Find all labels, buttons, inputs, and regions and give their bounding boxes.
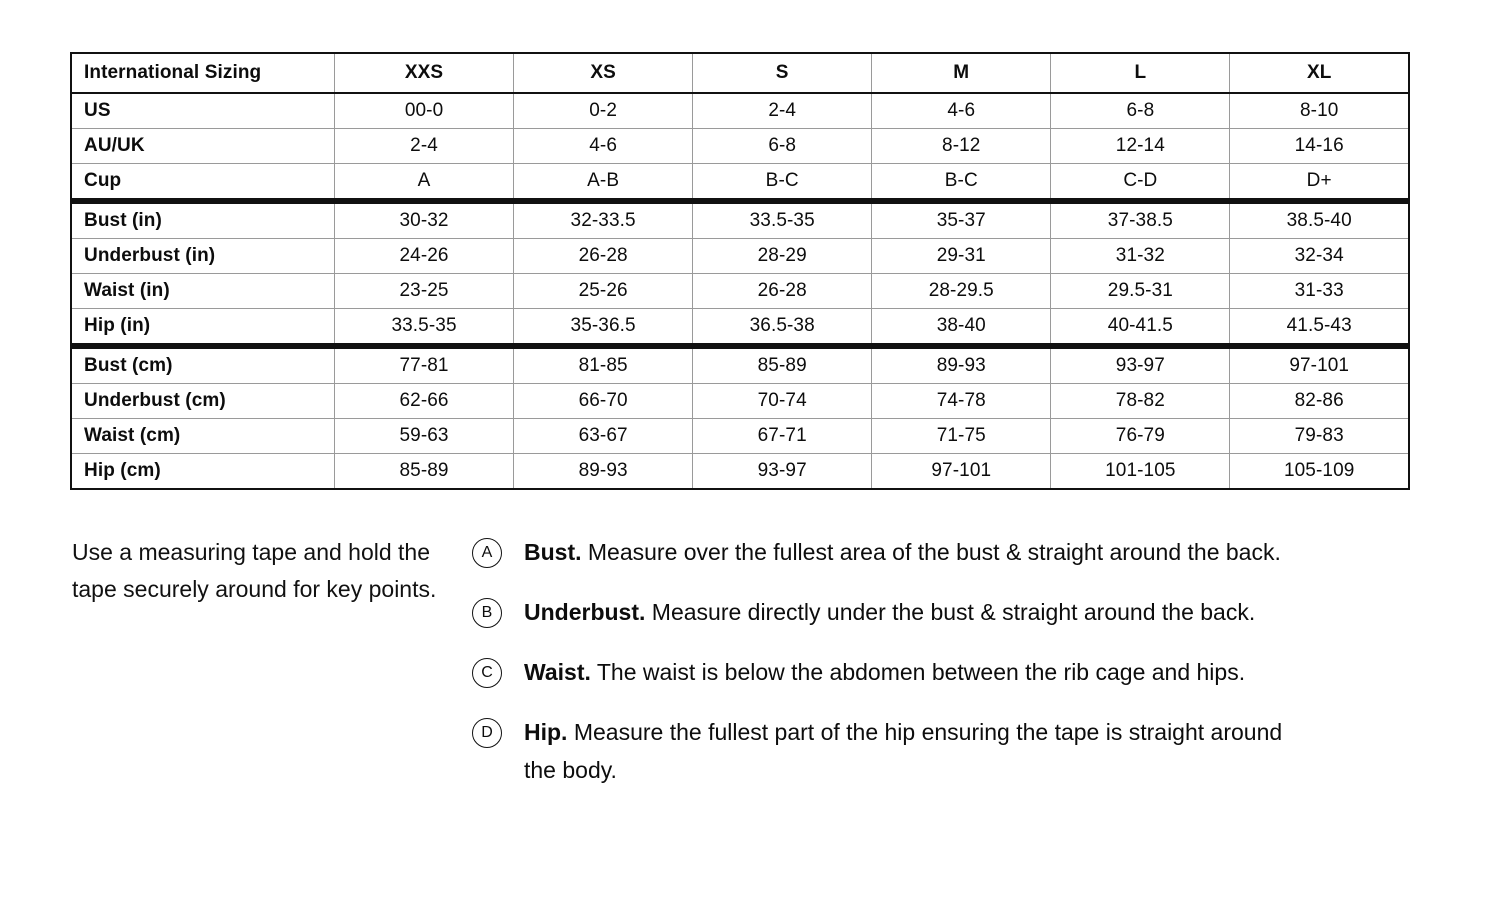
table-header-size-xl: XL: [1230, 53, 1409, 93]
measurement-term: Hip.: [524, 718, 568, 745]
table-header-label: International Sizing: [71, 53, 335, 93]
measurement-definition-item: [472, 594, 1410, 632]
table-row-label: AU/UK: [71, 129, 335, 164]
measurement-definition-item: [472, 534, 1410, 572]
table-row-label: Underbust (in): [71, 239, 335, 274]
table-row-label: Waist (in): [71, 274, 335, 309]
table-row: [71, 93, 1409, 129]
table-cell: 2-4: [693, 93, 872, 129]
measurement-description: The waist is below the abdomen between the rib cage and hips.: [590, 658, 1246, 685]
table-cell: 24-26: [335, 239, 514, 274]
table-row: [71, 239, 1409, 274]
table-cell: 25-26: [514, 274, 693, 309]
table-cell: 38-40: [872, 309, 1051, 347]
table-cell: 63-67: [514, 419, 693, 454]
table-cell: 76-79: [1051, 419, 1230, 454]
table-header-size-xxs: XXS: [335, 53, 514, 93]
letter-badge-b: B: [472, 598, 502, 628]
table-cell: 93-97: [1051, 346, 1230, 384]
measurement-term: Underbust.: [524, 598, 646, 625]
letter-badge-d: D: [472, 718, 502, 748]
table-cell: 74-78: [872, 384, 1051, 419]
measurement-description: Measure the fullest part of the hip ensuring the tape is straight around the body.: [524, 718, 1283, 783]
table-row: [71, 384, 1409, 419]
table-header-size-m: M: [872, 53, 1051, 93]
table-body: [71, 93, 1409, 489]
table-header-size-s: S: [693, 53, 872, 93]
table-cell: 38.5-40: [1230, 201, 1409, 239]
table-cell: B-C: [872, 164, 1051, 202]
measurement-definition-text: [524, 714, 1314, 790]
table-cell: 12-14: [1051, 129, 1230, 164]
table-cell: 105-109: [1230, 454, 1409, 490]
table-cell: 28-29.5: [872, 274, 1051, 309]
table-row-label: US: [71, 93, 335, 129]
table-cell: 29-31: [872, 239, 1051, 274]
table-cell: 32-34: [1230, 239, 1409, 274]
table-row-label: Bust (cm): [71, 346, 335, 384]
table-cell: 28-29: [693, 239, 872, 274]
measurement-term: Waist.: [524, 658, 591, 685]
table-cell: A: [335, 164, 514, 202]
table-cell: 6-8: [1051, 93, 1230, 129]
table-cell: 37-38.5: [1051, 201, 1230, 239]
table-cell: 78-82: [1051, 384, 1230, 419]
table-cell: 26-28: [514, 239, 693, 274]
table-row-label: Hip (in): [71, 309, 335, 347]
table-row: [71, 129, 1409, 164]
table-cell: 97-101: [1230, 346, 1409, 384]
table-row: [71, 346, 1409, 384]
table-cell: 41.5-43: [1230, 309, 1409, 347]
table-row-label: Hip (cm): [71, 454, 335, 490]
table-cell: 97-101: [872, 454, 1051, 490]
table-row-label: Bust (in): [71, 201, 335, 239]
table-cell: 93-97: [693, 454, 872, 490]
table-cell: 31-33: [1230, 274, 1409, 309]
table-cell: 81-85: [514, 346, 693, 384]
table-cell: 29.5-31: [1051, 274, 1230, 309]
table-cell: 30-32: [335, 201, 514, 239]
table-cell: 32-33.5: [514, 201, 693, 239]
table-cell: 59-63: [335, 419, 514, 454]
table-cell: 31-32: [1051, 239, 1230, 274]
table-cell: 8-12: [872, 129, 1051, 164]
table-cell: 33.5-35: [335, 309, 514, 347]
measuring-notes: [70, 532, 1410, 812]
table-cell: C-D: [1051, 164, 1230, 202]
table-cell: 89-93: [872, 346, 1051, 384]
table-row: [71, 454, 1409, 490]
table-cell: 71-75: [872, 419, 1051, 454]
table-cell: 85-89: [693, 346, 872, 384]
table-cell: 40-41.5: [1051, 309, 1230, 347]
measurement-definition-text: [524, 654, 1245, 692]
table-cell: 77-81: [335, 346, 514, 384]
measurement-description: Measure over the fullest area of the bust & straight around the back.: [581, 539, 1281, 565]
table-cell: D+: [1230, 164, 1409, 202]
table-cell: 101-105: [1051, 454, 1230, 490]
table-header-row: [71, 53, 1409, 93]
table-cell: 26-28: [693, 274, 872, 309]
table-cell: 89-93: [514, 454, 693, 490]
table-row: [71, 201, 1409, 239]
table-cell: 85-89: [335, 454, 514, 490]
table-cell: A-B: [514, 164, 693, 202]
table-cell: 82-86: [1230, 384, 1409, 419]
measurement-definition-text: [524, 534, 1281, 572]
table-cell: B-C: [693, 164, 872, 202]
table-cell: 23-25: [335, 274, 514, 309]
table-cell: 4-6: [872, 93, 1051, 129]
table-row: [71, 274, 1409, 309]
measurement-description: Measure directly under the bust & straight around the back.: [645, 598, 1256, 625]
table-cell: 79-83: [1230, 419, 1409, 454]
table-row-label: Cup: [71, 164, 335, 202]
table-cell: 6-8: [693, 129, 872, 164]
size-chart-table: [70, 52, 1410, 490]
table-cell: 0-2: [514, 93, 693, 129]
table-cell: 36.5-38: [693, 309, 872, 347]
measurement-definition-text: [524, 594, 1255, 632]
table-cell: 35-37: [872, 201, 1051, 239]
table-header-size-l: L: [1051, 53, 1230, 93]
table-row-label: Waist (cm): [71, 419, 335, 454]
table-row: [71, 309, 1409, 347]
measurement-definitions-list: [472, 532, 1410, 812]
table-cell: 35-36.5: [514, 309, 693, 347]
table-cell: 66-70: [514, 384, 693, 419]
measurement-definition-item: [472, 714, 1410, 790]
table-cell: 67-71: [693, 419, 872, 454]
table-cell: 70-74: [693, 384, 872, 419]
table-cell: 2-4: [335, 129, 514, 164]
letter-badge-c: C: [472, 658, 502, 688]
table-header: [71, 53, 1409, 93]
table-cell: 14-16: [1230, 129, 1409, 164]
table-row: [71, 419, 1409, 454]
letter-badge-a: A: [472, 538, 502, 568]
table-row-label: Underbust (cm): [71, 384, 335, 419]
measurement-term: Bust.: [524, 539, 582, 565]
measuring-intro-text: Use a measuring tape and hold the tape securely around for key points.: [72, 539, 437, 603]
table-cell: 00-0: [335, 93, 514, 129]
table-cell: 62-66: [335, 384, 514, 419]
table-cell: 8-10: [1230, 93, 1409, 129]
measurement-definition-item: [472, 654, 1410, 692]
table-row: [71, 164, 1409, 202]
table-cell: 4-6: [514, 129, 693, 164]
table-cell: 33.5-35: [693, 201, 872, 239]
table-header-size-xs: XS: [514, 53, 693, 93]
